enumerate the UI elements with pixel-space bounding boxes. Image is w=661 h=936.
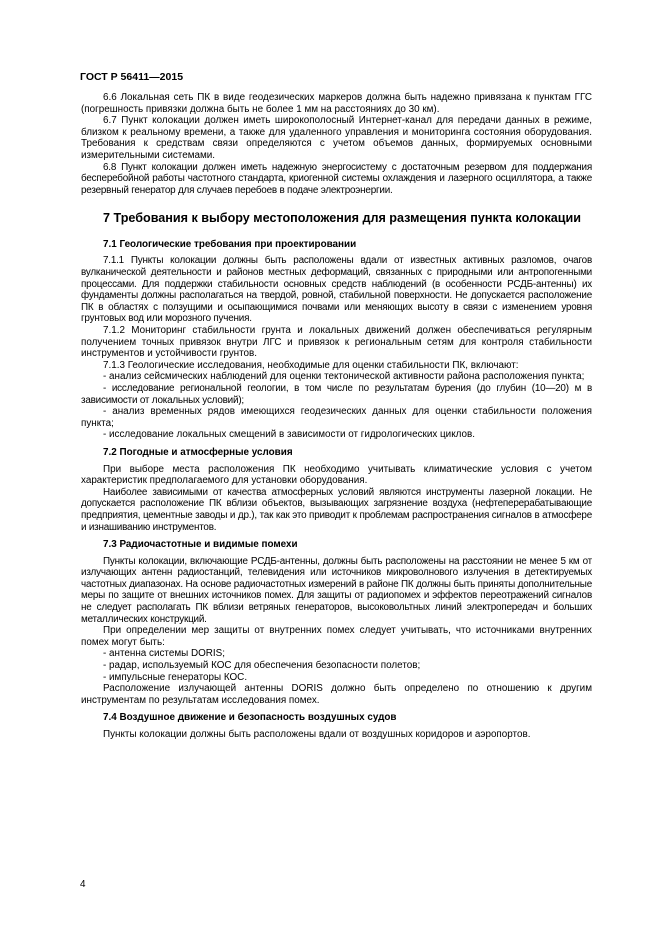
list-item: - исследование региональной геологии, в том числе по результатам бурения (до глубин (10—20) м в зависимости от локальных условий); xyxy=(81,382,592,406)
list-item: - исследование локальных смещений в зависимости от гидрологических циклов. xyxy=(103,429,475,441)
section-7-3-title: 7.3 Радиочастотные и видимые помехи xyxy=(103,539,298,551)
paragraph-7-1-2: 7.1.2 Мониторинг стабильности грунта и локальных движений должен обеспечиваться регулярным получением точных привязок внутри ЛГС и привязок к региональным сетям для контроля стабильности инструментов и устойчивости грунтов. xyxy=(81,325,592,360)
paragraph-7-3-3: Расположение излучающей антенны DORIS должно быть определено по отношению к другим инструментам по результатам исследования помех. xyxy=(81,683,592,706)
document-body xyxy=(81,92,592,741)
section-7-title: 7 Требования к выбору местоположения для размещения пункта колокации xyxy=(103,211,582,226)
list-item: - антенна системы DORIS; xyxy=(103,648,225,660)
list-item: - анализ временных рядов имеющихся геодезических данных для оценки стабильности положения пункта; xyxy=(81,406,592,429)
paragraph-6-7: 6.7 Пункт колокации должен иметь широкополосный Интернет-канал для передачи данных в режиме, близком к реальному времени, а также для удаленного управления и мониторинга состояния оборудования. Требования к средствам связи определяются с учетом объемов данных, формируемых основными измерительными системами. xyxy=(81,115,592,161)
paragraph-6-6: 6.6 Локальная сеть ПК в виде геодезических маркеров должна быть надежно привязана к пунктам ГГС (погрешность привязки должна быть не более 1 мм на расстояниях до 30 км). xyxy=(81,92,592,115)
paragraph-7-3-1: Пункты колокации, включающие РСДБ-антенны, должны быть расположены на расстоянии не менее 5 км от излучающих антенн радиостанций, телевидения или источников микроволнового излучения в детектируемых частотных диапазонах. На основе радиочастотных измерений в районе ПК должны быть приняты дополнительные меры по защите от внешних источников помех. Для защиты от радиопомех и эффектов переотражений сигналов не следует располагать ПК вблизи ветряных генераторов, высоковольтных линий электропередач и больших металлических конструкций. xyxy=(81,555,592,625)
paragraph-7-4-1: Пункты колокации должны быть расположены вдали от воздушных коридоров и аэропортов. xyxy=(103,729,531,740)
document-header: ГОСТ Р 56411—2015 xyxy=(80,71,184,83)
list-item: - радар, используемый КОС для обеспечения безопасности полетов; xyxy=(103,660,421,672)
section-7-4-title: 7.4 Воздушное движение и безопасность воздушных судов xyxy=(103,712,397,724)
page-number: 4 xyxy=(80,879,86,890)
paragraph-7-1-3: 7.1.3 Геологические исследования, необходимые для оценки стабильности ПК, включают: xyxy=(103,359,519,371)
paragraph-7-2-1: При выборе места расположения ПК необходимо учитывать климатические условия с учетом характеристик предполагаемого для установки оборудования. xyxy=(81,463,592,487)
paragraph-7-2-2: Наиболее зависимыми от качества атмосферных условий являются инструменты лазерной локации. Не допускается расположение ПК вблизи объектов, вызывающих загрязнение воздуха (нефтеперерабатывающие предприятия, цементные заводы и др.), так как это приводит к проблемам распространения сигналов в атмосфере и изнашиванию инструментов. xyxy=(81,486,592,533)
list-item: - импульсные генераторы КОС. xyxy=(103,671,248,683)
paragraph-7-3-2: При определении мер защиты от внутренних помех следует учитывать, что источниками внутренних помех могут быть: xyxy=(81,625,592,648)
section-7-1-title: 7.1 Геологические требования при проектировании xyxy=(103,238,357,250)
paragraph-6-8: 6.8 Пункт колокации должен иметь надежную энергосистему с достаточным резервом для поддержания бесперебойной работы частотного стандарта, криогенной системы охлаждения и лазерного осциллятора, а также резервный генератор для случаев перебоев в подаче электроэнергии. xyxy=(81,161,592,196)
paragraph-7-1-1: 7.1.1 Пункты колокации должны быть расположены вдали от известных активных разломов, очагов вулканической деятельности и районов местных деформаций, связанных с природными или антропогенными процессами. Для поддержки стабильности основных средств наблюдений (в особенности РСДБ-антенны) их фундаменты должны располагаться на твердой, ровной, стабильной поверхности. Не допускается расположение ПК в областях с ползущими и осыпающимися почвами или меняющих высоту в связи с изменением уровня грунтовых вод или морозного пучения. xyxy=(81,255,592,325)
list-item: - анализ сейсмических наблюдений для оценки тектонической активности района расположения пункта; xyxy=(103,371,585,383)
section-7-2-title: 7.2 Погодные и атмосферные условия xyxy=(103,446,293,458)
